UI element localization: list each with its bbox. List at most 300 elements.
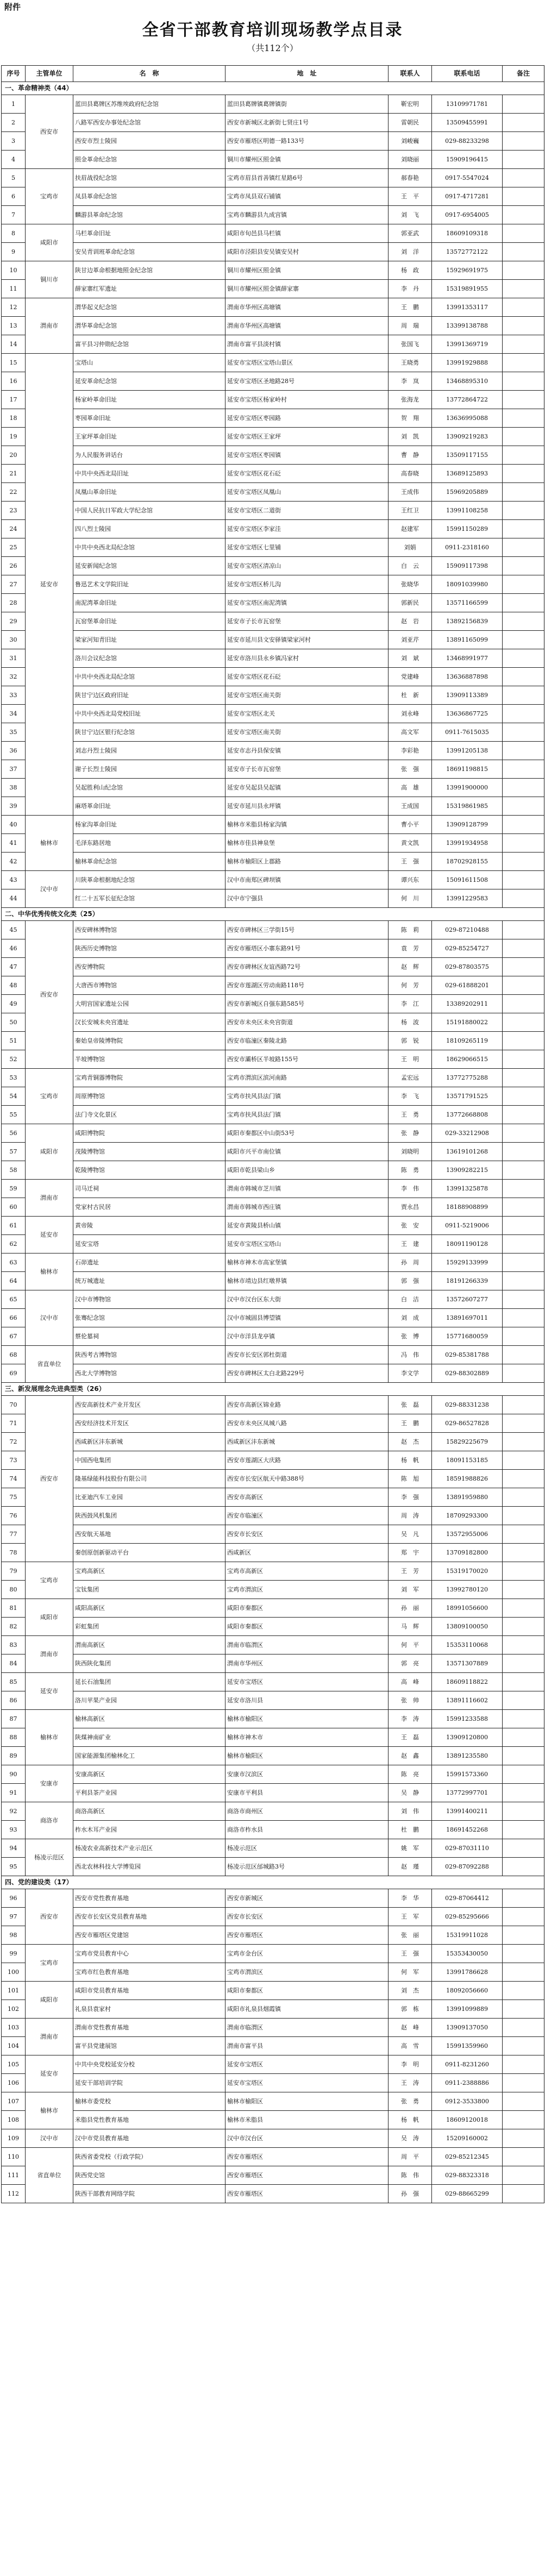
site-address: 杨凌示范区邰城路3号 <box>225 1858 389 1876</box>
row-index: 70 <box>2 1396 26 1414</box>
row-index: 12 <box>2 298 26 317</box>
table-row <box>2 538 544 557</box>
table-row <box>2 1013 544 1032</box>
header-unit: 主管单位 <box>26 66 73 82</box>
site-address: 宝鸡市凤县双石铺镇 <box>225 187 389 206</box>
unit-cell: 铜川市 <box>26 261 73 298</box>
row-index: 21 <box>2 465 26 483</box>
contact-phone: 18091039980 <box>432 575 503 594</box>
contact-phone: 15091611508 <box>432 871 503 889</box>
site-address: 渭南市临渭区 <box>225 1636 389 1654</box>
table-row <box>2 1327 544 1346</box>
contact-person: 何 军 <box>389 1963 432 1982</box>
site-name: 蓝田县葛牌区苏维埃政府纪念馆 <box>73 95 225 114</box>
row-index: 96 <box>2 1889 26 1908</box>
row-index: 78 <box>2 1544 26 1562</box>
table-row <box>2 779 544 797</box>
contact-person: 王 强 <box>389 853 432 871</box>
remark <box>503 1106 544 1124</box>
contact-person: 王 磊 <box>389 1728 432 1747</box>
remark <box>503 939 544 958</box>
contact-phone: 15319861985 <box>432 797 503 816</box>
site-name: 平利县茶产业园 <box>73 1784 225 1802</box>
table-row <box>2 446 544 465</box>
site-name: 大唐西市博物馆 <box>73 976 225 995</box>
table-row <box>2 335 544 354</box>
contact-person: 周 平 <box>389 2148 432 2166</box>
row-index: 54 <box>2 1087 26 1106</box>
contact-person: 白 云 <box>389 557 432 575</box>
table-row <box>2 2037 544 2055</box>
site-name: 汉中市党员教育基地 <box>73 2129 225 2148</box>
contact-person: 王红卫 <box>389 502 432 520</box>
row-index: 40 <box>2 816 26 834</box>
contact-phone: 15991233588 <box>432 1710 503 1728</box>
section-header-row <box>2 1876 544 1889</box>
table-row <box>2 1488 544 1507</box>
table-row <box>2 151 544 169</box>
table-row <box>2 1180 544 1198</box>
site-name: 渭南市党性教育基地 <box>73 2019 225 2037</box>
remark <box>503 834 544 853</box>
remark <box>503 1654 544 1673</box>
site-name: 秦始皇帝陵博物院 <box>73 1032 225 1050</box>
remark <box>503 1507 544 1525</box>
remark <box>503 1945 544 1963</box>
contact-person: 李 伟 <box>389 1180 432 1198</box>
site-address: 榆林市米脂县杨家沟镇 <box>225 816 389 834</box>
contact-phone: 029-87064412 <box>432 1889 503 1908</box>
site-address: 延安市宝塔区南关街 <box>225 686 389 705</box>
site-address: 延安市宝塔区桥儿沟 <box>225 575 389 594</box>
row-index: 7 <box>2 206 26 224</box>
row-index: 18 <box>2 409 26 428</box>
table-row <box>2 594 544 612</box>
table-row <box>2 853 544 871</box>
remark <box>503 686 544 705</box>
site-address: 延安市志丹县保安镇 <box>225 742 389 760</box>
remark <box>503 2111 544 2129</box>
remark <box>503 1581 544 1599</box>
site-name: 商洛高新区 <box>73 1802 225 1821</box>
contact-person: 王 平 <box>389 187 432 206</box>
remark <box>503 1124 544 1143</box>
table-row <box>2 575 544 594</box>
table-row <box>2 243 544 261</box>
contact-phone: 029-88233298 <box>432 132 503 151</box>
site-name: 洛川会议纪念馆 <box>73 649 225 668</box>
contact-phone: 15319170020 <box>432 1562 503 1581</box>
contact-phone: 13909137050 <box>432 2019 503 2037</box>
site-address: 咸阳市旬邑县马栏镇 <box>225 224 389 243</box>
remark <box>503 538 544 557</box>
remark <box>503 871 544 889</box>
site-name: 宝钛集团 <box>73 1581 225 1599</box>
section-header-row <box>2 1383 544 1396</box>
contact-phone: 13991786628 <box>432 1963 503 1982</box>
contact-person: 张晓华 <box>389 575 432 594</box>
remark <box>503 1544 544 1562</box>
site-address: 延安市黄陵县桥山镇 <box>225 1217 389 1235</box>
row-index: 66 <box>2 1309 26 1327</box>
table-row <box>2 483 544 502</box>
contact-phone: 13909120800 <box>432 1728 503 1747</box>
site-name: 中共中央西北局旧址 <box>73 465 225 483</box>
site-name: 渭南高新区 <box>73 1636 225 1654</box>
row-index: 73 <box>2 1451 26 1470</box>
row-index: 39 <box>2 797 26 816</box>
site-name: 扶眉战役纪念馆 <box>73 169 225 187</box>
contact-person: 赵 鑫 <box>389 1747 432 1765</box>
contact-phone: 13709182800 <box>432 1544 503 1562</box>
remark <box>503 1963 544 1982</box>
site-address: 延安市子长市瓦窑堡 <box>225 760 389 779</box>
table-row <box>2 114 544 132</box>
header-name: 名 称 <box>73 66 225 82</box>
row-index: 32 <box>2 668 26 686</box>
row-index: 3 <box>2 132 26 151</box>
table-row <box>2 1433 544 1451</box>
contact-person: 吴 涛 <box>389 2129 432 2148</box>
site-name: 陕甘宁边区银行纪念馆 <box>73 723 225 742</box>
contact-person: 冯 伟 <box>389 1346 432 1364</box>
remark <box>503 995 544 1013</box>
contact-person: 曹 静 <box>389 446 432 465</box>
table-row <box>2 1087 544 1106</box>
site-name: 西安经济技术开发区 <box>73 1414 225 1433</box>
site-name: 红二十五军长征纪念馆 <box>73 889 225 908</box>
row-index: 57 <box>2 1143 26 1161</box>
contact-person: 赵 峰 <box>389 2019 432 2037</box>
remark <box>503 1673 544 1691</box>
table-row <box>2 465 544 483</box>
table-row <box>2 2129 544 2148</box>
remark <box>503 1272 544 1290</box>
row-index: 71 <box>2 1414 26 1433</box>
row-index: 62 <box>2 1235 26 1253</box>
row-index: 41 <box>2 834 26 853</box>
site-name: 半坡博物馆 <box>73 1050 225 1069</box>
contact-phone: 13891697011 <box>432 1309 503 1327</box>
site-address: 榆林市榆阳区 <box>225 2092 389 2111</box>
section-header-row <box>2 908 544 921</box>
contact-phone: 029-85295666 <box>432 1908 503 1926</box>
header-phone: 联系电话 <box>432 66 503 82</box>
site-address: 西安市碑林区太白北路229号 <box>225 1364 389 1383</box>
contact-person: 何 川 <box>389 889 432 908</box>
site-address: 西安市长安区 <box>225 1525 389 1544</box>
header-remark: 备注 <box>503 66 544 82</box>
table-row <box>2 686 544 705</box>
site-address: 延安市宝塔区圣地路28号 <box>225 372 389 391</box>
site-name: 延安新闻纪念馆 <box>73 557 225 575</box>
table-row <box>2 889 544 908</box>
row-index: 35 <box>2 723 26 742</box>
contact-person: 刘 凯 <box>389 428 432 446</box>
contact-person: 王 明 <box>389 1050 432 1069</box>
site-name: 鲁迅艺术文学院旧址 <box>73 575 225 594</box>
contact-person: 孙 丽 <box>389 1599 432 1618</box>
remark <box>503 1069 544 1087</box>
remark <box>503 1926 544 1945</box>
contact-phone: 029-61888201 <box>432 976 503 995</box>
row-index: 5 <box>2 169 26 187</box>
table-row <box>2 1235 544 1253</box>
contact-phone: 13909219283 <box>432 428 503 446</box>
site-address: 西安市新城区自强东路585号 <box>225 995 389 1013</box>
remark <box>503 1747 544 1765</box>
table-row <box>2 668 544 686</box>
contact-person: 袁 芳 <box>389 939 432 958</box>
remark <box>503 594 544 612</box>
table-row <box>2 1673 544 1691</box>
unit-cell: 咸阳市 <box>26 1599 73 1636</box>
contact-person: 王 涛 <box>389 2074 432 2092</box>
row-index: 59 <box>2 1180 26 1198</box>
site-address: 杨凌示范区 <box>225 1839 389 1858</box>
contact-phone: 13572772122 <box>432 243 503 261</box>
remark <box>503 354 544 372</box>
table-row <box>2 1691 544 1710</box>
row-index: 80 <box>2 1581 26 1599</box>
remark <box>503 1180 544 1198</box>
site-address: 西安市雁塔区小寨东路91号 <box>225 939 389 958</box>
table-row <box>2 354 544 372</box>
row-index: 72 <box>2 1433 26 1451</box>
table-row <box>2 705 544 723</box>
unit-cell: 宝鸡市 <box>26 169 73 224</box>
contact-person: 李 涛 <box>389 1710 432 1728</box>
site-address: 西安市雁塔区 <box>225 2148 389 2166</box>
contact-person: 刘晓丽 <box>389 151 432 169</box>
row-index: 65 <box>2 1290 26 1309</box>
row-index: 24 <box>2 520 26 538</box>
table-row <box>2 1451 544 1470</box>
remark <box>503 1433 544 1451</box>
site-address: 西安市高新区 <box>225 1488 389 1507</box>
contact-person: 李 飞 <box>389 1087 432 1106</box>
site-address: 咸阳市秦都区 <box>225 1982 389 2000</box>
contact-person: 张 安 <box>389 1217 432 1235</box>
contact-person: 杨 波 <box>389 1013 432 1032</box>
row-index: 92 <box>2 1802 26 1821</box>
contact-phone: 0911-2318160 <box>432 538 503 557</box>
remark <box>503 612 544 631</box>
row-index: 76 <box>2 1507 26 1525</box>
site-name: 杨凌农业高新技术产业示范区 <box>73 1839 225 1858</box>
site-name: 西咸新区沣东新城 <box>73 1433 225 1451</box>
remark <box>503 1235 544 1253</box>
row-index: 56 <box>2 1124 26 1143</box>
remark <box>503 483 544 502</box>
contact-phone: 18702928155 <box>432 853 503 871</box>
table-row <box>2 1802 544 1821</box>
site-address: 渭南市韩城市西庄镇 <box>225 1198 389 1217</box>
site-address: 延安市宝塔区枣园镇 <box>225 446 389 465</box>
table-row <box>2 1198 544 1217</box>
table-row <box>2 1069 544 1087</box>
remark <box>503 1396 544 1414</box>
remark <box>503 2166 544 2185</box>
row-index: 1 <box>2 95 26 114</box>
site-address: 延安市宝塔区 <box>225 1673 389 1691</box>
site-address: 延安市宝塔区南关街 <box>225 723 389 742</box>
table-row <box>2 1728 544 1747</box>
site-address: 榆林市榆阳区 <box>225 1747 389 1765</box>
site-name: 毛泽东路居地 <box>73 834 225 853</box>
contact-person: 陈 伟 <box>389 2166 432 2185</box>
table-row <box>2 1784 544 1802</box>
row-index: 45 <box>2 921 26 939</box>
site-name: 延长石油集团 <box>73 1673 225 1691</box>
contact-phone: 0917-6954005 <box>432 206 503 224</box>
contact-person: 孟宏远 <box>389 1069 432 1087</box>
contact-person: 李 岚 <box>389 372 432 391</box>
table-row <box>2 2074 544 2092</box>
contact-phone: 18691452268 <box>432 1821 503 1839</box>
remark <box>503 2037 544 2055</box>
unit-cell: 西安市 <box>26 921 73 1069</box>
table-row <box>2 1908 544 1926</box>
header-address: 地 址 <box>225 66 389 82</box>
table-row <box>2 132 544 151</box>
row-index: 69 <box>2 1364 26 1383</box>
contact-person: 谭兴东 <box>389 871 432 889</box>
contact-person: 郝春艳 <box>389 169 432 187</box>
site-name: 为人民服务讲话台 <box>73 446 225 465</box>
unit-cell: 渭南市 <box>26 298 73 354</box>
site-address: 西安市新城区 <box>225 1889 389 1908</box>
site-name: 汉长安城未央宫遗址 <box>73 1013 225 1032</box>
contact-phone: 029-87210488 <box>432 921 503 939</box>
remark <box>503 1488 544 1507</box>
site-address: 安康市平利县 <box>225 1784 389 1802</box>
contact-person: 陈 勇 <box>389 1161 432 1180</box>
remark <box>503 1198 544 1217</box>
row-index: 89 <box>2 1747 26 1765</box>
site-address: 咸阳市泾阳县安吴镇安吴村 <box>225 243 389 261</box>
row-index: 112 <box>2 2185 26 2203</box>
contact-person: 刘 成 <box>389 1309 432 1327</box>
table-row <box>2 1654 544 1673</box>
row-index: 15 <box>2 354 26 372</box>
unit-cell: 宝鸡市 <box>26 1562 73 1599</box>
remark <box>503 114 544 132</box>
table-row <box>2 1945 544 1963</box>
remark <box>503 1802 544 1821</box>
contact-phone: 029-85381788 <box>432 1346 503 1364</box>
remark <box>503 1414 544 1433</box>
site-name: 党家村古民居 <box>73 1198 225 1217</box>
contact-phone: 029-86527828 <box>432 1414 503 1433</box>
contact-person: 陈 莉 <box>389 921 432 939</box>
contact-person: 高 雄 <box>389 779 432 797</box>
row-index: 107 <box>2 2092 26 2111</box>
site-address: 西安市未央区凤城八路 <box>225 1414 389 1433</box>
section-title: 四、党的建设类（17） <box>2 1876 544 1889</box>
contact-phone: 029-85212345 <box>432 2148 503 2166</box>
site-name: 宝鸡青铜器博物院 <box>73 1069 225 1087</box>
row-index: 33 <box>2 686 26 705</box>
site-name: 礼泉县袁家村 <box>73 2000 225 2019</box>
site-address: 汉中市汉台区东大街 <box>225 1290 389 1309</box>
contact-person: 杨 帆 <box>389 1451 432 1470</box>
table-row <box>2 995 544 1013</box>
site-address: 渭南市华州区 <box>225 1654 389 1673</box>
contact-person: 党建峰 <box>389 668 432 686</box>
table-row <box>2 224 544 243</box>
row-index: 38 <box>2 779 26 797</box>
site-address: 渭南市华州区高塘镇 <box>225 317 389 335</box>
row-index: 23 <box>2 502 26 520</box>
row-index: 90 <box>2 1765 26 1784</box>
table-header-row <box>2 66 544 82</box>
contact-person: 陈 亮 <box>389 1765 432 1784</box>
table-row <box>2 834 544 853</box>
contact-phone: 15353430050 <box>432 1945 503 1963</box>
table-row <box>2 612 544 631</box>
contact-phone: 15829225679 <box>432 1433 503 1451</box>
contact-phone: 0911-5219006 <box>432 1217 503 1235</box>
row-index: 110 <box>2 2148 26 2166</box>
contact-person: 郭 栋 <box>389 2000 432 2019</box>
contact-phone: 13636887898 <box>432 668 503 686</box>
site-address: 西安市长安区郭杜街道 <box>225 1346 389 1364</box>
contact-person: 刘 斌 <box>389 649 432 668</box>
table-row <box>2 1525 544 1544</box>
contact-phone: 13991400211 <box>432 1802 503 1821</box>
contact-person: 郭亚武 <box>389 224 432 243</box>
contact-person: 张 静 <box>389 1124 432 1143</box>
row-index: 75 <box>2 1488 26 1507</box>
row-index: 106 <box>2 2074 26 2092</box>
table-row <box>2 1470 544 1488</box>
contact-phone: 13891235580 <box>432 1747 503 1765</box>
section-title: 三、新发展理念先进典型类（26） <box>2 1383 544 1396</box>
row-index: 13 <box>2 317 26 335</box>
contact-phone: 0911-7615035 <box>432 723 503 742</box>
site-address: 延安市宝塔区宝塔山景区 <box>225 354 389 372</box>
row-index: 55 <box>2 1106 26 1124</box>
table-row <box>2 1414 544 1433</box>
row-index: 79 <box>2 1562 26 1581</box>
contact-phone: 13909282215 <box>432 1161 503 1180</box>
table-row <box>2 797 544 816</box>
site-address: 西安市临潼区 <box>225 1507 389 1525</box>
contact-phone: 15929133999 <box>432 1253 503 1272</box>
table-row <box>2 1710 544 1728</box>
site-address: 榆林市米脂县 <box>225 2111 389 2129</box>
row-index: 94 <box>2 1839 26 1858</box>
table-row <box>2 1562 544 1581</box>
remark <box>503 557 544 575</box>
row-index: 102 <box>2 2000 26 2019</box>
table-row <box>2 1858 544 1876</box>
table-row <box>2 631 544 649</box>
site-name: 西安市烈士陵园 <box>73 132 225 151</box>
remark <box>503 317 544 335</box>
contact-phone: 13991353117 <box>432 298 503 317</box>
contact-phone: 18092056660 <box>432 1982 503 2000</box>
table-row <box>2 1253 544 1272</box>
row-index: 53 <box>2 1069 26 1087</box>
remark <box>503 742 544 760</box>
contact-person: 高 雪 <box>389 2037 432 2055</box>
site-name: 黄帝陵 <box>73 1217 225 1235</box>
remark <box>503 1908 544 1926</box>
remark <box>503 465 544 483</box>
contact-phone: 029-87803575 <box>432 958 503 976</box>
